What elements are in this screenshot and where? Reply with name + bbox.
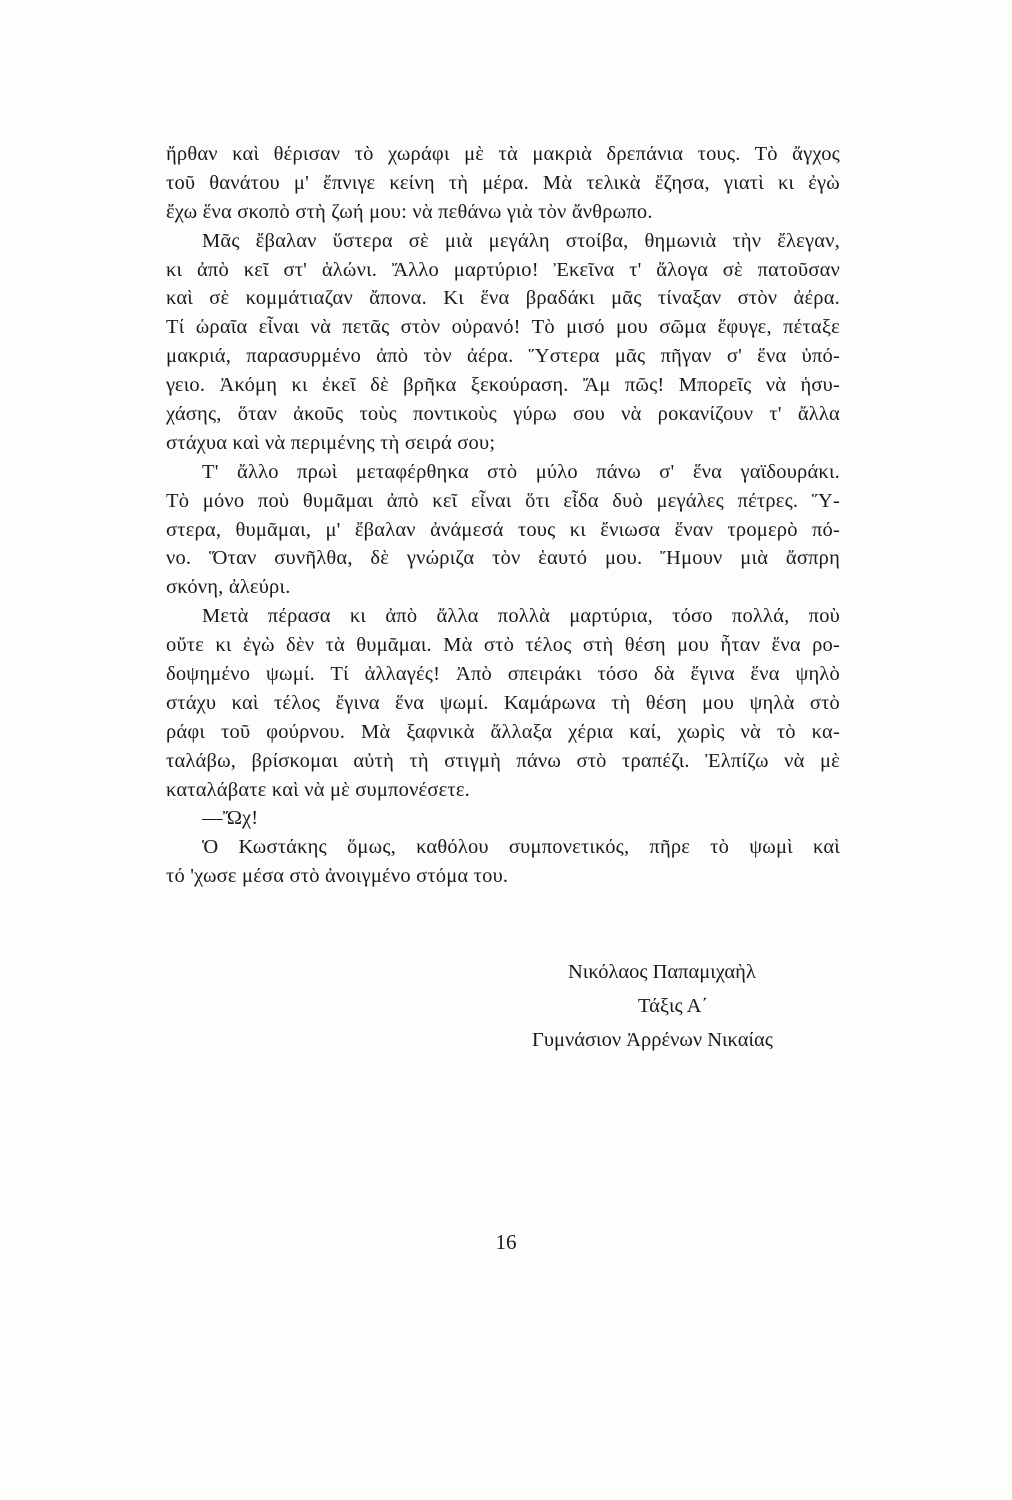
text-line: μακριά, παρασυρμένο ἀπὸ τὸν ἀέρα. Ὕστερα μᾶς πῆγαν σ' ἕνα ὑπό- [166, 345, 840, 368]
text-line: δοψημένο ψωμί. Τί ἀλλαγές! Ἀπὸ σπειράκι τόσο δὰ ἔγινα ἕνα ψηλὸ [166, 663, 840, 686]
text-line: Μᾶς ἔβαλαν ὕστερα σὲ μιὰ μεγάλη στοίβα, θημωνιὰ τὴν ἔλεγαν, [202, 229, 840, 252]
story-text [166, 140, 840, 891]
page-number: 16 [495, 1230, 517, 1254]
author-name: Νικόλαος Παπαμιχαὴλ [568, 961, 756, 983]
text-line: Τί ὡραῖα εἶναι νὰ πετᾶς στὸν οὐρανό! Τὸ μισό μου σῶμα ἔφυγε, πέταξε [166, 316, 840, 339]
author-class: Τάξις Α΄ [638, 995, 709, 1017]
text-line: στερα, θυμᾶμαι, μ' ἔβαλαν ἀνάμεσά τους κι ἔνιωσα ἕναν τρομερὸ πό- [166, 518, 840, 541]
text-line: κι ἀπὸ κεῖ στ' ἁλώνι. Ἄλλο μαρτύριο! Ἐκεῖνα τ' ἄλογα σὲ πατοῦσαν [166, 258, 840, 281]
author-signature [520, 955, 850, 1057]
text-line: ράφι τοῦ φούρνου. Μὰ ξαφνικὰ ἄλλαξα χέρια καί, χωρὶς νὰ τὸ κα- [166, 720, 840, 743]
text-line: οὔτε κι ἐγὼ δὲν τὰ θυμᾶμαι. Μὰ στὸ τέλος στὴ θέση μου ἦταν ἕνα ρο- [166, 634, 840, 657]
text-line: χάσης, ὅταν ἀκοῦς τοὺς ποντικοὺς γύρω σου νὰ ροκανίζουν τ' ἄλλα [166, 403, 840, 426]
text-line: Μετὰ πέρασα κι ἀπὸ ἄλλα πολλὰ μαρτύρια, τόσο πολλά, ποὺ [202, 605, 840, 628]
text-line: τοῦ θανάτου μ' ἔπνιγε κείνη τὴ μέρα. Μὰ τελικὰ ἔζησα, γιατὶ κι ἐγὼ [166, 171, 840, 194]
text-line: στάχυ καὶ τέλος ἔγινα ἕνα ψωμί. Καμάρωνα τὴ θέση μου ψηλὰ στὸ [166, 691, 840, 714]
text-line: νο. Ὅταν συνῆλθα, δὲ γνώριζα τὸν ἑαυτό μου. Ἤμουν μιὰ ἄσπρη [166, 547, 840, 570]
text-line: ἤρθαν καὶ θέρισαν τὸ χωράφι μὲ τὰ μακριὰ δρεπάνια τους. Τὸ ἄγχος [166, 143, 840, 165]
text-line: γειο. Ἀκόμη κι ἐκεῖ δὲ βρῆκα ξεκούραση. Ἄμ πῶς! Μπορεῖς νὰ ἡσυ- [166, 374, 840, 397]
text-line: καταλάβατε καὶ νὰ μὲ συμπονέσετε. [166, 778, 470, 801]
text-line: ἔχω ἕνα σκοπὸ στὴ ζωή μου: νὰ πεθάνω γιὰ τὸν ἄνθρωπο. [166, 200, 653, 223]
text-line: σκόνη, ἀλεύρι. [166, 576, 291, 599]
text-line: Τ' ἄλλο πρωὶ μεταφέρθηκα στὸ μύλο πάνω σ' ἕνα γαϊδουράκι. [202, 460, 840, 483]
text-line: Ὁ Κωστάκης ὅμως, καθόλου συμπονετικός, πῆρε τὸ ψωμὶ καὶ [202, 836, 840, 859]
text-line: τό 'χωσε μέσα στὸ ἀνοιγμένο στόμα του. [166, 865, 509, 888]
text-line: Τὸ μόνο ποὺ θυμᾶμαι ἀπὸ κεῖ εἶναι ὅτι εἶδα δυὸ μεγάλες πέτρες. Ὕ- [166, 489, 840, 512]
author-school: Γυμνάσιον Ἀρρένων Νικαίας [532, 1029, 773, 1051]
text-line: καὶ σὲ κομμάτιαζαν ἄπονα. Κι ἕνα βραδάκι μᾶς τίναξαν στὸν ἀέρα. [166, 287, 840, 310]
text-line: —Ὤχ! [202, 807, 259, 830]
text-line: ταλάβω, βρίσκομαι αὐτὴ τὴ στιγμὴ πάνω στὸ τραπέζι. Ἐλπίζω νὰ μὲ [166, 749, 840, 772]
text-line: στάχυα καὶ νὰ περιμένης τὴ σειρά σου; [166, 431, 496, 454]
